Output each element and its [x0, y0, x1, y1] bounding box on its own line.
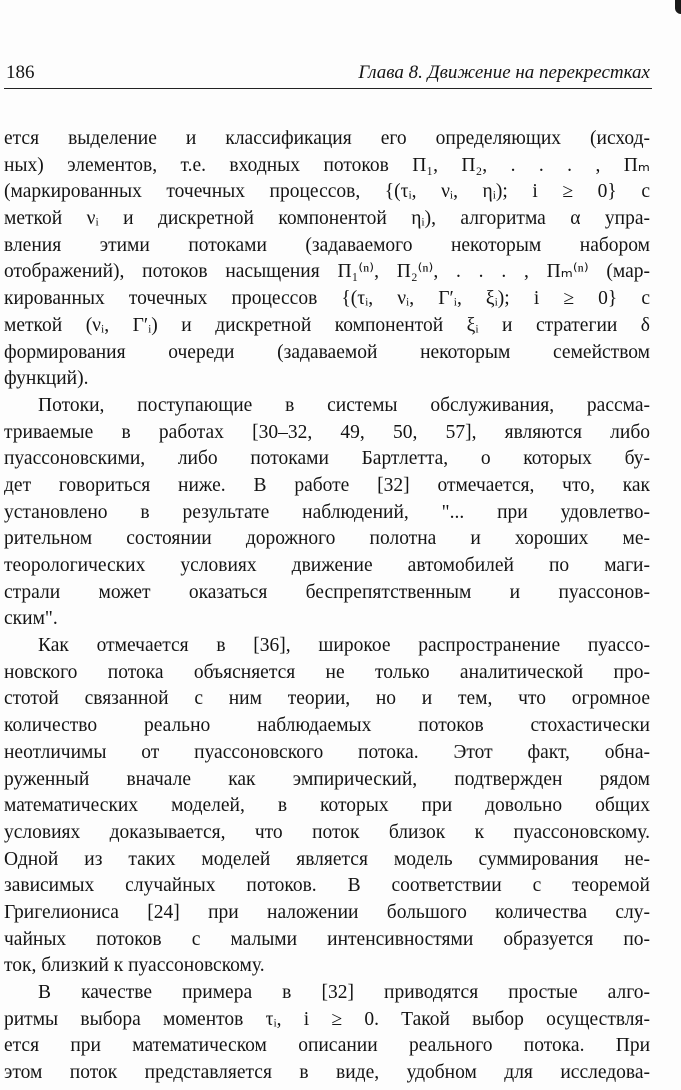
text-line: Как отмечается в [36], широкое распространение пуассо-: [38, 635, 650, 657]
running-head: [4, 62, 652, 89]
text-line: стотой связанной с ним теории, но и тем, что огромное: [4, 688, 650, 710]
text-line: математических моделей, в которых при довольно общих: [4, 795, 650, 817]
text-line: страли может оказаться беспрепятственным и пуассонов-: [4, 581, 650, 603]
text-line: функций).: [4, 368, 89, 390]
paragraph-4: [4, 980, 650, 1087]
text-line: Одной из таких моделей является модель суммирования не-: [4, 848, 650, 870]
text-line: установлено в результате наблюдений, "... при удовлетво-: [4, 501, 650, 523]
text-line: меткой (νᵢ, Γ′ᵢ) и дискретной компонентой ξᵢ и стратегии δ: [4, 314, 650, 336]
text-line: триваемые в работах [30–32, 49, 50, 57], являются либо: [4, 421, 650, 443]
text-line: новского потока объясняется не только аналитической про-: [4, 661, 650, 683]
text-line: кированных точечных процессов {(τᵢ, νᵢ, Γ′ᵢ, ξᵢ); i ≥ 0} с: [4, 288, 650, 310]
text-line: отображений), потоков насыщения Π₁⁽ⁿ⁾, Π₂⁽ⁿ⁾, . . . , Πₘ⁽ⁿ⁾ (мар-: [4, 261, 650, 283]
text-line: (маркированных точечных процессов, {(τᵢ, νᵢ, ηᵢ); i ≥ 0} с: [4, 181, 650, 203]
chapter-title: Глава 8. Движение на перекрестках: [358, 62, 650, 83]
text-line: формирования очереди (задаваемой некоторым семейством: [4, 341, 650, 363]
text-line: неотличимы от пуассоновского потока. Этот факт, обна-: [4, 741, 650, 763]
text-line: Потоки, поступающие в системы обслуживания, рассма-: [38, 394, 650, 416]
text-line: этом поток представляется в виде, удобном для исследова-: [4, 1062, 650, 1084]
text-line: количество реально наблюдаемых потоков стохастически: [4, 715, 650, 737]
text-line: теорологических условиях движение автомобилей по маги-: [4, 555, 650, 576]
text-line: меткой νᵢ и дискретной компонентой ηᵢ), алгоритма α упра-: [4, 208, 650, 230]
body-text: [4, 126, 650, 1087]
text-line: чайных потоков с малыми интенсивностями образуется по-: [4, 928, 650, 950]
text-line: В качестве примера в [32] приводятся простые алго-: [38, 982, 650, 1003]
text-line: ется выделение и классификация его определяющих (исход-: [4, 128, 650, 149]
text-line: рительном состоянии дорожного полотна и хороших ме-: [4, 528, 650, 550]
text-line: зависимых случайных потоков. В соответствии с теоремой: [4, 875, 650, 897]
text-line: Григелиониса [24] при наложении большого количества слу-: [4, 901, 650, 923]
paragraph-2: [4, 393, 650, 633]
page-number: 186: [6, 62, 35, 83]
text-line: пуассоновскими, либо потоками Бартлетта, о которых бу-: [4, 448, 650, 470]
paragraph-1: [4, 126, 650, 393]
paragraph-3: [4, 633, 650, 980]
page-corner-mark: [675, 0, 681, 14]
text-line: ется при математическом описании реального потока. При: [4, 1035, 650, 1057]
text-line: дет говориться ниже. В работе [32] отмечается, что, как: [4, 474, 650, 496]
text-line: условиях доказывается, что поток близок к пуассоновскому.: [4, 821, 650, 843]
text-line: ных) элементов, т.е. входных потоков Π₁, Π₂, . . . , Πₘ: [4, 154, 650, 176]
text-line: ритмы выбора моментов τᵢ, i ≥ 0. Такой выбор осуществля-: [4, 1008, 650, 1030]
text-line: руженный вначале как эмпирический, подтвержден рядом: [4, 768, 650, 790]
text-line: ток, близкий к пуассоновскому.: [4, 955, 265, 977]
text-line: ским".: [4, 608, 58, 630]
text-line: вления этими потоками (задаваемого некоторым набором: [4, 234, 650, 256]
